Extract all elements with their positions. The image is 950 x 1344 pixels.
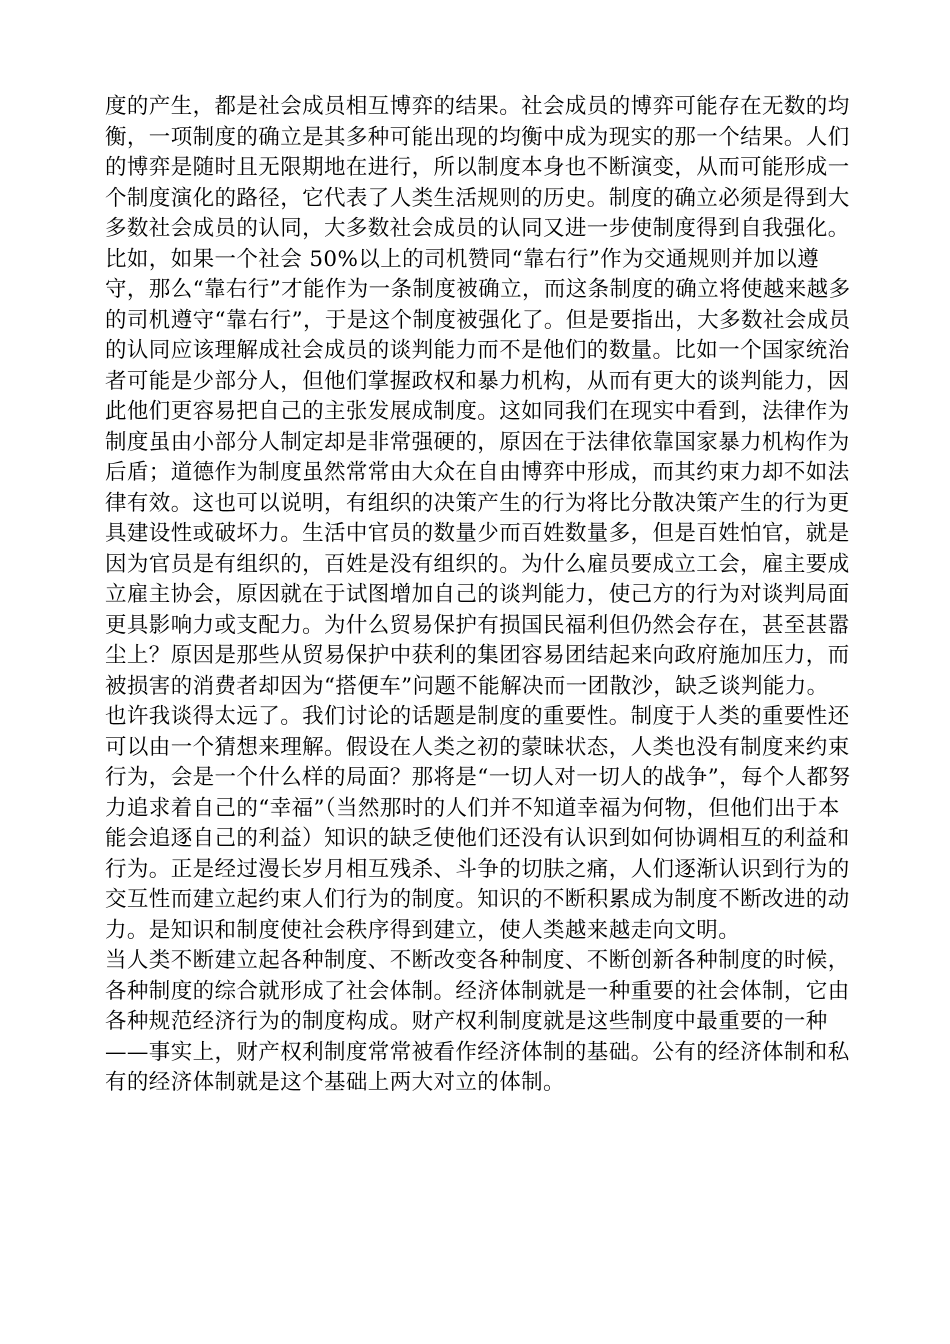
paragraph-importance-of-institutions: 也许我谈得太远了。我们讨论的话题是制度的重要性。制度于人类的重要性还可以由一个猜想来理解。假设在人类之初的蒙昧状态，人类也没有制度来约束行为，会是一个什么样的局面？那将是“一切人对一切人的战争”，每个人都努力追求着自己的“幸福”（当然那时的人们并不知道幸福为何物，但他们出于本能会追逐自己的利益）知识的缺乏使他们还没有认识到如何协调相互的利益和行为。正是经过漫长岁月相互残杀、斗争的切肤之痛，人们逐渐认识到行为的交互性而建立起约束人们行为的制度。知识的不断积累成为制度不断改进的动力。是知识和制度使社会秩序得到建立，使人类越来越走向文明。 [105, 704, 851, 943]
paragraph-institution-evolution: 度的产生，都是社会成员相互博弈的结果。社会成员的博弈可能存在无数的均衡，一项制度的确立是其多种可能出现的均衡中成为现实的那一个结果。人们的博弈是随时且无限期地在进行，所以制度本身也不断演变，从而可能形成一个制度演化的路径，它代表了人类生活规则的历史。制度的确立必须是得到大多数社会成员的认同，大多数社会成员的认同又进一步使制度得到自我强化。比如，如果一个社会 50%以上的司机赞同“靠右行”作为交通规则并加以遵守，那么“靠右行”才能作为一条制度被确立，而这条制度的确立将使越来越多的司机遵守“靠右行”，于是这个制度被强化了。但是要指出，大多数社会成员的认同应该理解成社会成员的谈判能力而不是他们的数量。比如一个国家统治者可能是少部分人，但他们掌握政权和暴力机构，从而有更大的谈判能力，因此他们更容易把自己的主张发展成制度。这如同我们在现实中看到，法律作为制度虽由小部分人制定却是非常强硬的，原因在于法律依靠国家暴力机构作为后盾；道德作为制度虽然常常由大众在自由博弈中形成，而其约束力却不如法律有效。这也可以说明，有组织的决策产生的行为将比分散决策产生的行为更具建设性或破坏力。生活中官员的数量少而百姓数量多，但是百姓怕官，就是因为官员是有组织的，百姓是没有组织的。为什么雇员要成立工会，雇主要成立雇主协会，原因就在于试图增加自己的谈判能力，使己方的行为对谈判局面更具影响力或支配力。为什么贸易保护有损国民福利但仍然会存在，甚至甚嚣尘上？原因是那些从贸易保护中获利的集团容易团结起来向政府施加压力，而被损害的消费者却因为“搭便车”问题不能解决而一团散沙，缺乏谈判能力。 [105, 94, 851, 699]
paragraph-economic-system: 当人类不断建立起各种制度、不断改变各种制度、不断创新各种制度的时候，各种制度的综合就形成了社会体制。经济体制就是一种重要的社会体制，它由各种规范经济行为的制度构成。财产权利制度就是这些制度中最重要的一种——事实上，财产权利制度常常被看作经济体制的基础。公有的经济体制和私有的经济体制就是这个基础上两大对立的体制。 [105, 948, 850, 1095]
document-body [105, 92, 857, 1099]
